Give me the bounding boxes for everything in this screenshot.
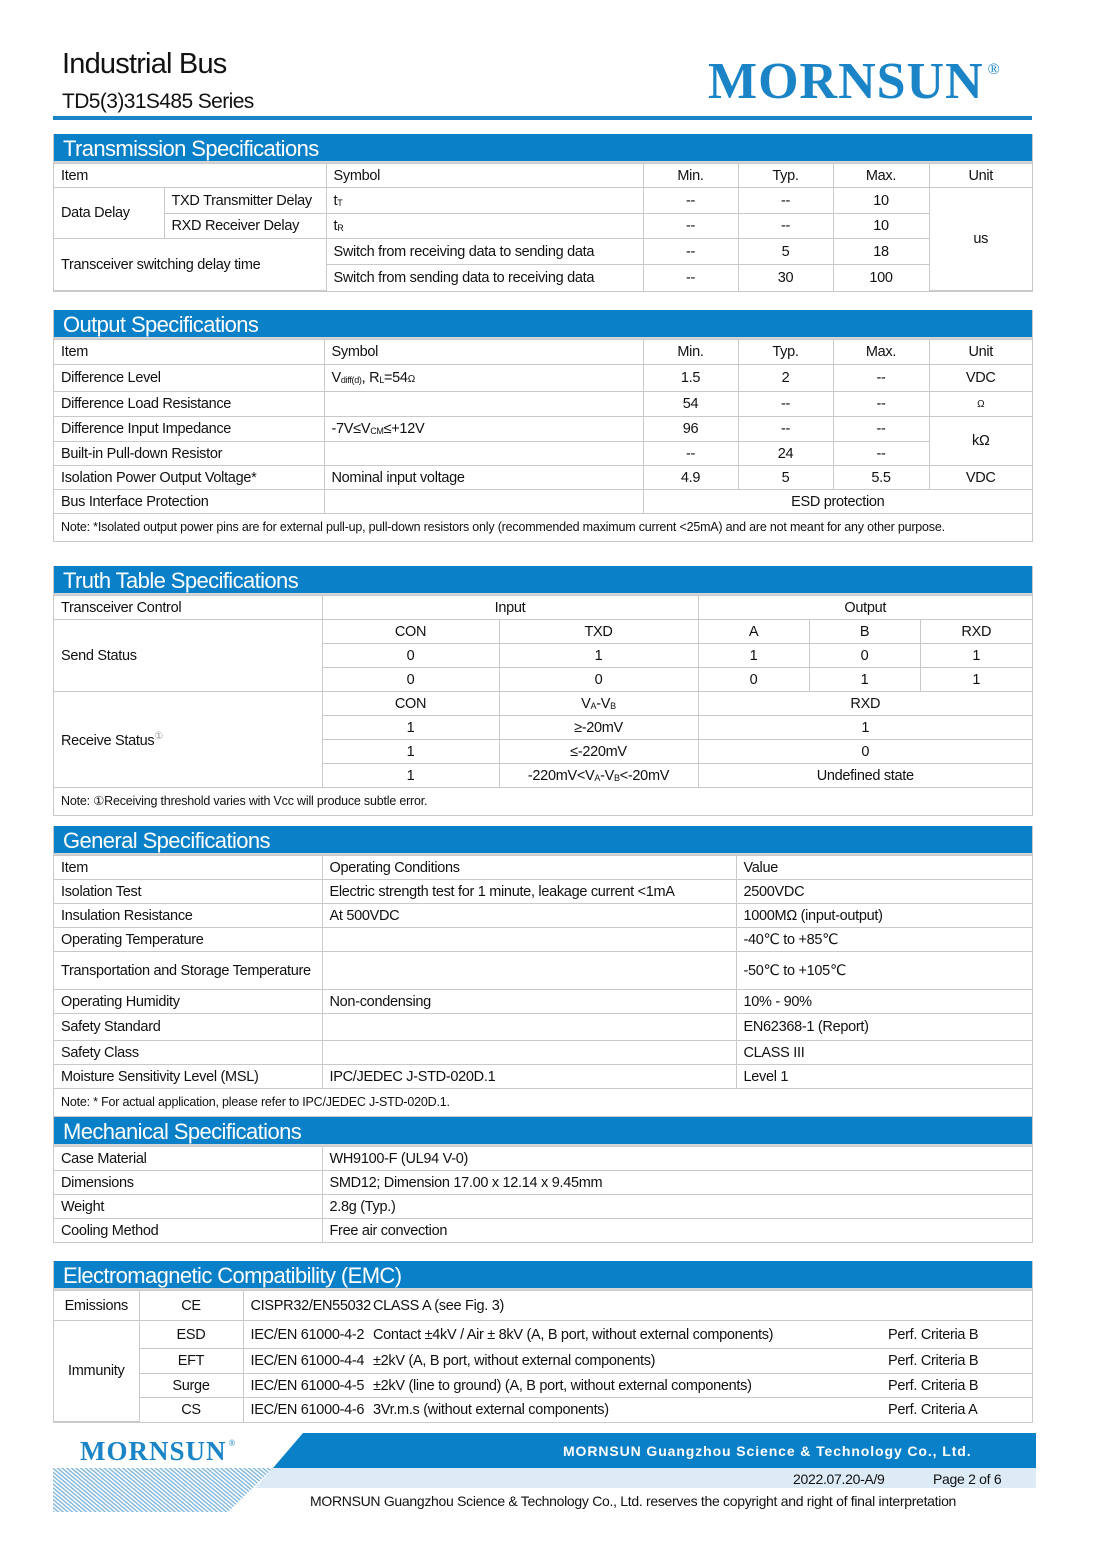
table-row (54, 1398, 1032, 1422)
header-unit: Unit (929, 340, 1032, 365)
row-value: 2500VDC (736, 880, 1032, 904)
send-header-rxd: RXD (920, 620, 1032, 644)
row-item: Case Material (54, 1147, 322, 1171)
row-cond: Electric strength test for 1 minute, leakage current <1mA (322, 880, 736, 904)
output-note: Note: *Isolated output power pins are for external pull-up, pull-down resistors only (recommended maximum current <25mA) and are not meant for any other purpose. (54, 514, 1032, 542)
row-max: 10 (833, 214, 929, 239)
table-header-row (54, 856, 1032, 880)
table-header-row (54, 340, 1032, 365)
group-data-delay: Data Delay (54, 188, 164, 239)
header-conditions: Operating Conditions (322, 856, 736, 880)
emissions-label: Emissions (54, 1291, 139, 1321)
row-item: Transportation and Storage Temperature (54, 952, 322, 990)
table-row (54, 239, 1032, 265)
cond-text: -220mV<V (527, 767, 595, 784)
table-row (54, 1195, 1032, 1219)
row-typ: 5 (738, 239, 833, 265)
row-symbol: Switch from receiving data to sending data (326, 239, 643, 265)
row-item: Weight (54, 1195, 322, 1219)
row-typ: 5 (738, 466, 833, 490)
row-max: -- (833, 442, 929, 466)
row-item: Bus Interface Protection (54, 490, 324, 514)
row-unit: Ω (929, 392, 1032, 417)
logo-text: MORNSUN (80, 1436, 227, 1466)
mechanical-table (54, 1146, 1032, 1242)
cell: 1 (322, 740, 499, 764)
header-item: Item (54, 340, 324, 365)
table-row (54, 417, 1032, 442)
table-row (54, 466, 1032, 490)
symbol-sub: B (614, 772, 620, 783)
emc-criteria: Perf. Criteria B (881, 1374, 1032, 1398)
section-title: Transmission Specifications (54, 134, 1032, 163)
table-row (54, 1349, 1032, 1374)
row-symbol (324, 442, 643, 466)
row-typ: 2 (738, 365, 833, 392)
row-item: Operating Humidity (54, 990, 322, 1014)
table-row (54, 1171, 1032, 1195)
send-header-con: CON (322, 620, 499, 644)
header-max: Max. (833, 164, 929, 188)
header-input: Input (322, 596, 698, 620)
row-max: 100 (833, 265, 929, 291)
row-max: -- (833, 365, 929, 392)
emc-table (54, 1290, 1032, 1422)
row-unit: VDC (929, 466, 1032, 490)
table-row (54, 620, 1032, 644)
row-value: 2.8g (Typ.) (322, 1195, 1032, 1219)
cell: Undefined state (698, 764, 1032, 788)
symbol-text: V (581, 695, 591, 712)
truth-note: Note: ①Receiving threshold varies with Vcc will produce subtle error. (54, 788, 1032, 816)
note-row (54, 514, 1032, 542)
row-symbol (324, 490, 643, 514)
row-value: ESD protection (643, 490, 1032, 514)
emc-criteria: Perf. Criteria B (881, 1349, 1032, 1374)
row-item: Built-in Pull-down Resistor (54, 442, 324, 466)
row-value: 10% - 90% (736, 990, 1032, 1014)
symbol-sub: A (594, 772, 601, 783)
emc-standard: IEC/EN 61000-4-2 (243, 1321, 373, 1349)
footnote-mark: ① (154, 730, 163, 742)
symbol-sub: A (590, 700, 597, 711)
symbol-text: , R (361, 370, 380, 386)
header-rule (53, 116, 1032, 120)
table-row (54, 392, 1032, 417)
registered-mark: ® (228, 1438, 237, 1448)
row-max: 10 (833, 188, 929, 214)
transmission-table (54, 163, 1032, 291)
emc-type: CS (139, 1398, 243, 1422)
table-row (54, 214, 1032, 239)
row-symbol (326, 188, 643, 214)
row-min: -- (643, 442, 738, 466)
immunity-label: Immunity (54, 1321, 139, 1422)
table-row (54, 442, 1032, 466)
emc-type: ESD (139, 1321, 243, 1349)
row-item: Difference Load Resistance (54, 392, 324, 417)
symbol-sub: B (610, 700, 616, 711)
row-item: Isolation Power Output Voltage* (54, 466, 324, 490)
send-header-a: A (698, 620, 809, 644)
mechanical-section (53, 1117, 1033, 1243)
header-typ: Typ. (738, 340, 833, 365)
row-symbol (326, 214, 643, 239)
table-row (54, 928, 1032, 952)
row-cond: IPC/JEDEC J-STD-020D.1 (322, 1065, 736, 1089)
row-item: Operating Temperature (54, 928, 322, 952)
row-value: SMD12; Dimension 17.00 x 12.14 x 9.45mm (322, 1171, 1032, 1195)
header-control: Transceiver Control (54, 596, 322, 620)
symbol-text: =54 (383, 370, 408, 386)
row-unit: us (929, 188, 1032, 291)
row-min: 54 (643, 392, 738, 417)
table-header-row (54, 164, 1032, 188)
row-item: Difference Level (54, 365, 324, 392)
truth-table-section (53, 566, 1033, 816)
emc-standard: IEC/EN 61000-4-4 (243, 1349, 373, 1374)
row-item: Safety Class (54, 1041, 322, 1065)
cell: 0 (322, 668, 499, 692)
header-value: Value (736, 856, 1032, 880)
row-min: -- (643, 239, 738, 265)
section-title: Electromagnetic Compatibility (EMC) (54, 1261, 1032, 1290)
cell: 1 (920, 668, 1032, 692)
header-item: Item (54, 164, 326, 188)
row-value: WH9100-F (UL94 V-0) (322, 1147, 1032, 1171)
row-symbol (324, 365, 643, 392)
send-header-txd: TXD (499, 620, 698, 644)
header-output: Output (698, 596, 1032, 620)
cell: 0 (809, 644, 920, 668)
row-value: CLASS III (736, 1041, 1032, 1065)
footer-copyright: MORNSUN Guangzhou Science & Technology Co., Ltd. reserves the copyright and right of final interpretation (310, 1493, 957, 1509)
symbol-text: V (331, 370, 341, 386)
row-max: 5.5 (833, 466, 929, 490)
emc-type: CE (139, 1291, 243, 1321)
cell: 1 (499, 644, 698, 668)
row-symbol: Nominal input voltage (324, 466, 643, 490)
footer-hatch (53, 1468, 273, 1512)
emc-type: Surge (139, 1374, 243, 1398)
table-row (54, 1041, 1032, 1065)
row-value: 1000MΩ (input-output) (736, 904, 1032, 928)
emc-standard: IEC/EN 61000-4-6 (243, 1398, 373, 1422)
row-min: 4.9 (643, 466, 738, 490)
row-typ: 24 (738, 442, 833, 466)
receive-header-vab (499, 692, 698, 716)
row-value: EN62368-1 (Report) (736, 1014, 1032, 1041)
header-min: Min. (643, 164, 738, 188)
header-min: Min. (643, 340, 738, 365)
output-table (54, 339, 1032, 541)
symbol-sub: L (379, 375, 384, 385)
table-row (54, 1065, 1032, 1089)
emc-desc: 3Vr.m.s (without external components) (373, 1398, 881, 1422)
receive-header-con: CON (322, 692, 499, 716)
row-symbol (324, 417, 643, 442)
row-value: Free air convection (322, 1219, 1032, 1243)
symbol-sub: CM (370, 426, 384, 436)
row-cond: At 500VDC (322, 904, 736, 928)
row-cond (322, 1014, 736, 1041)
table-row (54, 990, 1032, 1014)
row-typ: 30 (738, 265, 833, 291)
table-row (54, 490, 1032, 514)
symbol-sub: R (337, 223, 344, 233)
cell: 1 (920, 644, 1032, 668)
table-row (54, 1321, 1032, 1349)
send-header-b: B (809, 620, 920, 644)
emc-desc: CLASS A (see Fig. 3) (373, 1291, 1032, 1321)
receive-header-rxd: RXD (698, 692, 1032, 716)
cell: 0 (698, 668, 809, 692)
label-text: Receive Status (61, 732, 155, 749)
truth-table (54, 595, 1032, 815)
footer-logo (80, 1436, 236, 1467)
note-row (54, 1089, 1032, 1117)
ohm-symbol: Ω (407, 374, 415, 385)
general-table (54, 855, 1032, 1116)
row-min: 1.5 (643, 365, 738, 392)
cell: 1 (809, 668, 920, 692)
symbol-text: -7V≤V (331, 421, 371, 437)
cell: 1 (698, 644, 809, 668)
table-header-row (54, 596, 1032, 620)
emc-criteria: Perf. Criteria A (881, 1398, 1032, 1422)
row-min: -- (643, 188, 738, 214)
header-item: Item (54, 856, 322, 880)
cell: 0 (499, 668, 698, 692)
transmission-section (53, 134, 1033, 292)
product-series: TD5(3)31S485 Series (62, 90, 254, 113)
emc-desc: Contact ±4kV / Air ± 8kV (A, B port, without external components) (373, 1321, 881, 1349)
emc-desc: ±2kV (line to ground) (A, B port, without external components) (373, 1374, 881, 1398)
row-typ: -- (738, 188, 833, 214)
table-row (54, 692, 1032, 716)
row-max: -- (833, 392, 929, 417)
document-category: Industrial Bus (62, 48, 227, 80)
symbol-sub: diff(d) (340, 375, 362, 385)
row-cond: Non-condensing (322, 990, 736, 1014)
row-cond (322, 928, 736, 952)
row-symbol (324, 392, 643, 417)
table-row (54, 904, 1032, 928)
emc-standard: CISPR32/EN55032 (243, 1291, 373, 1321)
cell: 0 (322, 644, 499, 668)
row-max: -- (833, 417, 929, 442)
header-max: Max. (833, 340, 929, 365)
table-row (54, 1219, 1032, 1243)
row-item: Cooling Method (54, 1219, 322, 1243)
row-cond (322, 1041, 736, 1065)
table-row (54, 952, 1032, 990)
symbol-text: ≤+12V (383, 421, 425, 437)
emc-criteria: Perf. Criteria B (881, 1321, 1032, 1349)
header-unit: Unit (929, 164, 1032, 188)
row-item: Safety Standard (54, 1014, 322, 1041)
footer-date: 2022.07.20-A/9 (793, 1471, 885, 1487)
table-row (54, 365, 1032, 392)
table-row (54, 1291, 1032, 1321)
cell: 0 (698, 740, 1032, 764)
header-symbol: Symbol (326, 164, 643, 188)
general-note: Note: * For actual application, please refer to IPC/JEDEC J-STD-020D.1. (54, 1089, 1032, 1117)
row-value: Level 1 (736, 1065, 1032, 1089)
cell (499, 764, 698, 788)
logo-text: MORNSUN (708, 53, 984, 110)
footer-light-band (255, 1468, 1036, 1488)
cell: ≥-20mV (499, 716, 698, 740)
row-item: Dimensions (54, 1171, 322, 1195)
emc-desc: ±2kV (A, B port, without external components) (373, 1349, 881, 1374)
section-title: Output Specifications (54, 310, 1032, 339)
symbol-sub: T (337, 197, 343, 208)
row-item: Insulation Resistance (54, 904, 322, 928)
cell: 1 (322, 764, 499, 788)
row-label: RXD Receiver Delay (164, 214, 326, 239)
row-label: TXD Transmitter Delay (164, 188, 326, 214)
row-value: -50℃ to +105℃ (736, 952, 1032, 990)
row-unit: VDC (929, 365, 1032, 392)
emc-section (53, 1261, 1033, 1423)
header-typ: Typ. (738, 164, 833, 188)
registered-mark: ® (987, 60, 1001, 78)
symbol-text: t (333, 192, 338, 209)
footer-company: MORNSUN Guangzhou Science & Technology Co., Ltd. (563, 1443, 972, 1459)
cond-text: -V (600, 767, 615, 784)
mornsun-logo (708, 52, 1001, 111)
row-value: -40℃ to +85℃ (736, 928, 1032, 952)
receive-status-label (54, 692, 322, 788)
header-symbol: Symbol (324, 340, 643, 365)
emc-standard: IEC/EN 61000-4-5 (243, 1374, 373, 1398)
table-row (54, 188, 1032, 214)
row-min: -- (643, 265, 738, 291)
cell: 1 (322, 716, 499, 740)
note-row (54, 788, 1032, 816)
row-cond (322, 952, 736, 990)
row-symbol: Switch from sending data to receiving data (326, 265, 643, 291)
table-row (54, 1374, 1032, 1398)
row-item: Moisture Sensitivity Level (MSL) (54, 1065, 322, 1089)
general-section (53, 826, 1033, 1117)
section-title: Mechanical Specifications (54, 1117, 1032, 1146)
emc-type: EFT (139, 1349, 243, 1374)
table-row (54, 1014, 1032, 1041)
row-max: 18 (833, 239, 929, 265)
cell: 1 (698, 716, 1032, 740)
row-item: Isolation Test (54, 880, 322, 904)
send-status-label: Send Status (54, 620, 322, 692)
output-section (53, 310, 1033, 542)
table-row (54, 1147, 1032, 1171)
cond-text: <-20mV (619, 767, 670, 784)
row-min: -- (643, 214, 738, 239)
row-typ: -- (738, 417, 833, 442)
table-row (54, 880, 1032, 904)
group-switching-delay: Transceiver switching delay time (54, 239, 326, 291)
row-min: 96 (643, 417, 738, 442)
symbol-text: t (333, 218, 338, 234)
page-number: Page 2 of 6 (933, 1471, 1002, 1487)
symbol-text: -V (596, 695, 611, 712)
section-title: General Specifications (54, 826, 1032, 855)
row-unit-kohm: kΩ (929, 417, 1032, 466)
cell: ≤-220mV (499, 740, 698, 764)
row-typ: -- (738, 214, 833, 239)
row-item: Difference Input Impedance (54, 417, 324, 442)
section-title: Truth Table Specifications (54, 566, 1032, 595)
row-typ: -- (738, 392, 833, 417)
